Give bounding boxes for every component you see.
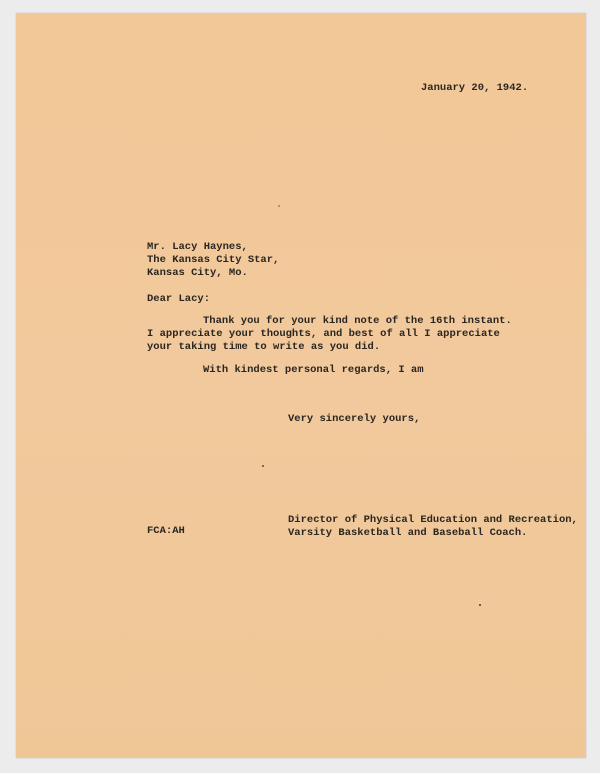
body-line: your taking time to write as you did.: [147, 341, 381, 353]
recipient-organization: The Kansas City Star,: [147, 254, 280, 266]
paper-speck: [262, 465, 264, 467]
letter-date: January 20, 1942.: [421, 82, 529, 94]
recipient-city: Kansas City, Mo.: [147, 267, 248, 279]
letter-page: [16, 13, 586, 758]
signature-title-line: Varsity Basketball and Baseball Coach.: [288, 527, 528, 539]
recipient-name: Mr. Lacy Haynes,: [147, 241, 248, 253]
body-line: Thank you for your kind note of the 16th instant.: [203, 315, 512, 327]
paper-speck: [479, 604, 481, 606]
paper-speck: [278, 205, 280, 207]
signature-title-line: Director of Physical Education and Recreation,: [288, 514, 578, 526]
regards-line: With kindest personal regards, I am: [203, 364, 424, 376]
reference-initials: FCA:AH: [147, 525, 185, 537]
salutation: Dear Lacy:: [147, 293, 211, 305]
complimentary-closing: Very sincerely yours,: [288, 413, 421, 425]
body-line: I appreciate your thoughts, and best of all I appreciate: [147, 328, 500, 340]
